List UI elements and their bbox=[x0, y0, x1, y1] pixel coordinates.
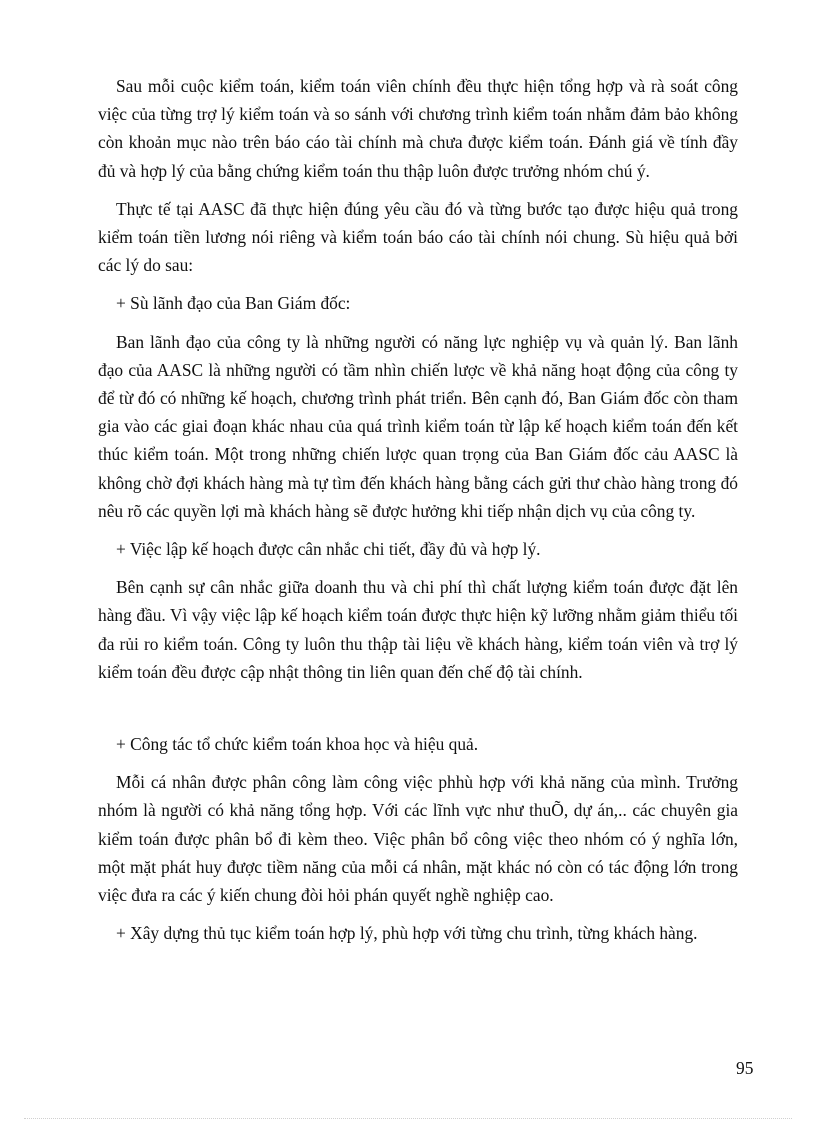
page-number: 95 bbox=[736, 1058, 754, 1078]
footer-dotted-rule bbox=[24, 1118, 792, 1119]
heading-planning: + Việc lập kế hoạch được cân nhắc chi tiết, đầy đủ và hợp lý. bbox=[116, 539, 541, 560]
paragraph-summary-review: Sau mỗi cuộc kiểm toán, kiểm toán viên chính đều thực hiện tổng hợp và rà soát công việc của từng trợ lý kiểm toán và so sánh với chương trình kiểm toán nhằm đảm bảo không còn khoản mục nào trên báo cáo tài chính mà chưa được kiểm toán. Đánh giá về tính đầy đủ và hợp lý của bằng chứng kiểm toán thu thập luôn được trưởng nhóm chú ý. bbox=[98, 76, 738, 181]
heading-leadership: + Sù lãnh đạo của Ban Giám đốc: bbox=[116, 293, 351, 314]
heading-procedures: + Xây dựng thủ tục kiểm toán hợp lý, phù hợp với từng chu trình, từng khách hàng. bbox=[116, 923, 698, 944]
paragraph-organization: Mỗi cá nhân được phân công làm công việc phhù hợp với khả năng của mình. Trưởng nhóm là người có khả năng tổng hợp. Với các lĩnh vực như thuÕ, dự án,.. các chuyên gia kiểm toán được phân bổ đi kèm theo. Việc phân bổ công việc theo nhóm có ý nghĩa lớn, một mặt phát huy được tiềm năng của mỗi cá nhân, mặt khác nó còn có tác động lớn trong việc đưa ra các ý kiến chung đòi hỏi phán quyết nghề nghiệp cao. bbox=[98, 772, 738, 906]
paragraph-planning: Bên cạnh sự cân nhắc giữa doanh thu và chi phí thì chất lượng kiểm toán được đặt lên hàng đầu. Vì vậy việc lập kế hoạch kiểm toán được thực hiện kỹ lưỡng nhằm giảm thiểu tối đa rủi ro kiểm toán. Công ty luôn thu thập tài liệu về khách hàng, kiểm toán viên và trợ lý kiểm toán đều được cập nhật thông tin liên quan đến chế độ tài chính. bbox=[98, 577, 738, 682]
page-body bbox=[98, 72, 738, 947]
heading-organization: + Công tác tổ chức kiểm toán khoa học và hiệu quả. bbox=[116, 734, 479, 755]
paragraph-aasc-effectiveness: Thực tế tại AASC đã thực hiện đúng yêu cầu đó và từng bước tạo được hiệu quả trong kiểm toán tiền lương nói riêng và kiểm toán báo cáo tài chính nói chung. Sù hiệu quả bởi các lý do sau: bbox=[98, 198, 738, 276]
paragraph-leadership: Ban lãnh đạo của công ty là những người có năng lực nghiệp vụ và quản lý. Ban lãnh đạo của AASC là những người có tầm nhìn chiến lược về khả năng hoạt động của công ty để từ đó có những kế hoạch, chương trình phát triển. Bên cạnh đó, Ban Giám đốc còn tham gia vào các giai đoạn khác nhau của quá trình kiểm toán từ lập kế hoạch kiểm toán đến kết thúc kiểm toán. Một trong những chiến lược quan trọng của Ban Giám đốc cảu AASC là không chờ đợi khách hàng mà tự tìm đến khách hàng bằng cách gửi thư chào hàng trong đó nêu rõ các quyền lợi mà khách hàng sẽ được hưởng khi tiếp nhận dịch vụ của công ty. bbox=[98, 331, 738, 521]
